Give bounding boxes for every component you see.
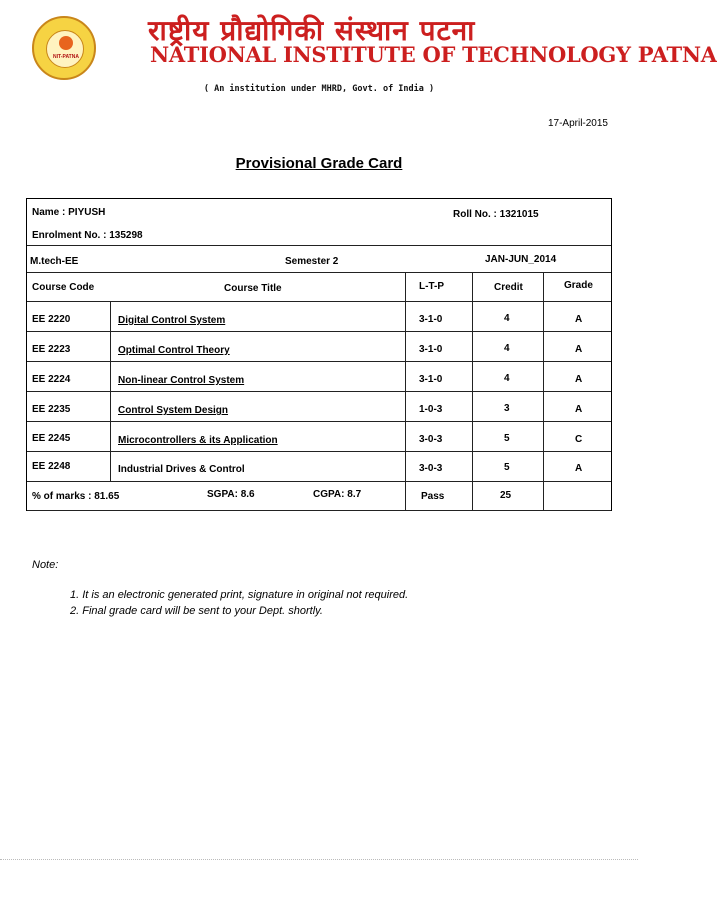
course-title: Control System Design bbox=[118, 405, 229, 416]
course-credit: 5 bbox=[504, 462, 510, 473]
header-course-code: Course Code bbox=[32, 282, 95, 293]
course-title: Industrial Drives & Control bbox=[118, 464, 245, 475]
course-code: EE 2224 bbox=[32, 374, 71, 385]
logo-text: NIT-PATNA bbox=[53, 54, 79, 60]
header-credit: Credit bbox=[494, 282, 523, 293]
institute-name: NATIONAL INSTITUTE OF TECHNOLOGY PATNA bbox=[150, 42, 717, 67]
course-grade: A bbox=[575, 404, 583, 415]
header-course-title: Course Title bbox=[224, 283, 282, 294]
header-ltp: L-T-P bbox=[419, 281, 444, 292]
student-name: Name : PIYUSH bbox=[32, 207, 106, 218]
page-title: Provisional Grade Card bbox=[235, 155, 403, 172]
course-grade: A bbox=[575, 374, 583, 385]
seal-icon bbox=[32, 16, 96, 80]
grade-card-table bbox=[26, 198, 612, 511]
note-line-2: 2. Final grade card will be sent to your Dept. shortly. bbox=[70, 605, 323, 617]
course-credit: 4 bbox=[504, 373, 510, 384]
note-label: Note: bbox=[32, 559, 59, 571]
course-credit: 4 bbox=[504, 313, 510, 324]
course-code: EE 2245 bbox=[32, 433, 71, 444]
note-line-1: 1. It is an electronic generated print, signature in original not required. bbox=[70, 589, 409, 601]
program: M.tech-EE bbox=[30, 256, 79, 267]
course-ltp: 3-0-3 bbox=[419, 434, 443, 445]
course-ltp: 3-1-0 bbox=[419, 344, 443, 355]
issue-date: 17-April-2015 bbox=[547, 118, 608, 129]
total-credit: 25 bbox=[500, 490, 512, 501]
course-credit: 3 bbox=[504, 403, 510, 414]
course-ltp: 1-0-3 bbox=[419, 404, 443, 415]
course-credit: 5 bbox=[504, 433, 510, 444]
course-ltp: 3-1-0 bbox=[419, 314, 443, 325]
institute-subtitle: ( An institution under MHRD, Govt. of India ) bbox=[203, 84, 435, 94]
course-code: EE 2248 bbox=[32, 461, 71, 472]
semester: Semester 2 bbox=[285, 256, 339, 267]
course-code: EE 2235 bbox=[32, 404, 71, 415]
course-grade: A bbox=[575, 344, 583, 355]
roll-number: Roll No. : 1321015 bbox=[453, 209, 539, 220]
course-grade: C bbox=[575, 434, 583, 445]
sgpa: SGPA: 8.6 bbox=[207, 489, 255, 500]
course-title: Optimal Control Theory bbox=[118, 345, 230, 356]
course-title: Digital Control System bbox=[118, 315, 226, 326]
course-title: Microcontrollers & its Application bbox=[118, 435, 278, 446]
session: JAN-JUN_2014 bbox=[485, 254, 557, 265]
course-title: Non-linear Control System bbox=[118, 375, 245, 386]
page-divider bbox=[0, 859, 638, 860]
course-credit: 4 bbox=[504, 343, 510, 354]
course-code: EE 2220 bbox=[32, 314, 71, 325]
cgpa: CGPA: 8.7 bbox=[313, 489, 362, 500]
institute-logo bbox=[30, 14, 130, 78]
course-code: EE 2223 bbox=[32, 344, 71, 355]
course-grade: A bbox=[575, 463, 583, 474]
hindi-institute-name: राष्ट्रीय प्रौद्योगिकी संस्थान पटना bbox=[148, 14, 476, 47]
course-ltp: 3-0-3 bbox=[419, 463, 443, 474]
percent-marks: % of marks : 81.65 bbox=[32, 491, 120, 502]
course-grade: A bbox=[575, 314, 583, 325]
result-status: Pass bbox=[421, 491, 445, 502]
header-grade: Grade bbox=[564, 280, 593, 291]
enrolment-number: Enrolment No. : 135298 bbox=[32, 230, 143, 241]
course-ltp: 3-1-0 bbox=[419, 374, 443, 385]
